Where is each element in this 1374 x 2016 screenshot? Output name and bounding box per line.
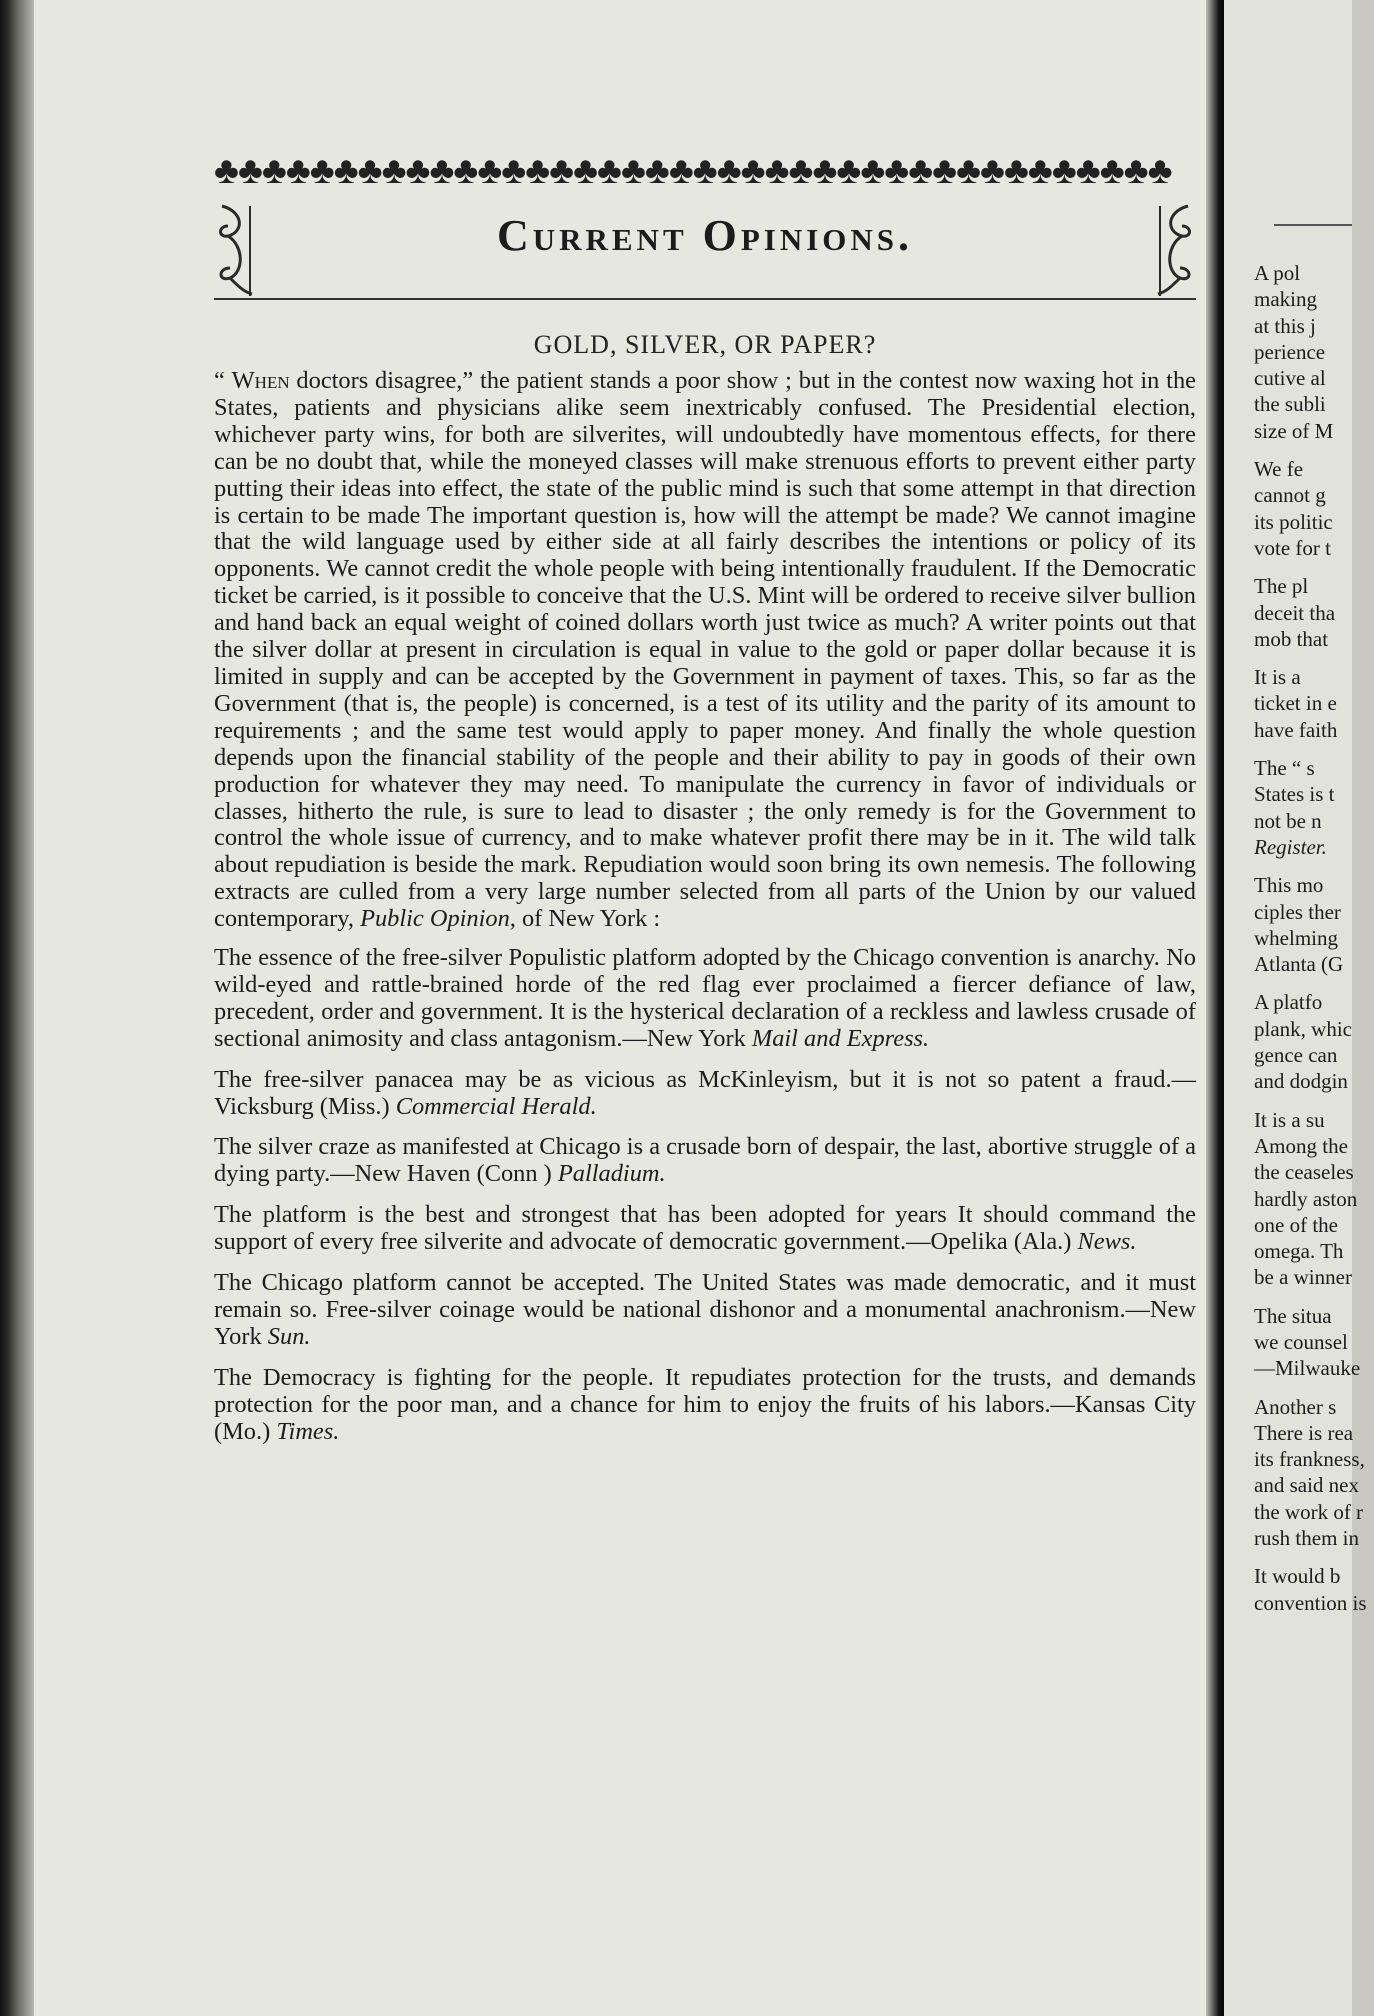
book-binding-edge xyxy=(0,0,34,2016)
decorative-border: ♣♣♣♣♣♣♣♣♣♣♣♣♣♣♣♣♣♣♣♣♣♣♣♣♣♣♣♣♣♣♣♣♣♣♣♣♣♣♣♣ xyxy=(214,150,1172,192)
right-page-line: one of the xyxy=(1254,1212,1338,1237)
right-page-line: at this j xyxy=(1254,313,1316,338)
right-page-line: plank, whic xyxy=(1254,1016,1352,1041)
right-page xyxy=(1224,0,1367,2016)
paragraph-text: of New York : xyxy=(515,905,661,933)
right-page-line: The situa xyxy=(1254,1303,1332,1328)
right-page-line: —Milwauke xyxy=(1254,1356,1361,1381)
extract-text: The silver craze as manifested at Chicago is a crusade born of despair, the last, abortive struggle of a dying party.—New Haven (Conn ) xyxy=(214,1133,1196,1188)
extract-paragraph xyxy=(214,945,1196,1053)
right-page-line: The “ s xyxy=(1254,756,1315,781)
right-page-line: rush them in xyxy=(1254,1526,1359,1551)
right-page-line: size of M xyxy=(1254,418,1334,443)
right-page-line: This mo xyxy=(1254,873,1324,898)
right-page-line: Atlanta (G xyxy=(1254,952,1344,977)
right-page-line: We fe xyxy=(1254,457,1304,482)
extract-paragraph xyxy=(214,1365,1196,1446)
right-page-line: the work of r xyxy=(1254,1499,1364,1524)
section-title: Current Opinions. xyxy=(496,211,914,260)
right-page-line: vote for t xyxy=(1254,535,1331,560)
right-page-line: convention is xyxy=(1254,1590,1367,1615)
right-page-line: It is a xyxy=(1254,665,1301,690)
publication-name: Public Opinion, xyxy=(360,905,516,933)
right-page-line: cannot g xyxy=(1254,483,1326,508)
extract-paragraph xyxy=(214,1202,1196,1256)
extract-text: The essence of the free-silver Populistic platform adopted by the Chicago convention is anarchy. No wild-eyed and rattle-brained horde of the red flag ever proclaimed a fiercer defiance of law, precedent, order and government. It is the hysterical declaration of a reckless and lawless crusade of sectional animosity and class antagonism.—New York xyxy=(214,944,1196,1052)
right-page-line: the subli xyxy=(1254,392,1326,417)
right-page-line: perience xyxy=(1254,339,1326,364)
right-page-line: There is rea xyxy=(1254,1420,1354,1445)
open-quote: “ xyxy=(214,367,232,394)
extract-text: The platform is the best and strongest that has been adopted for years It should command the support of every free silverite and advocate of democratic government.—Opelika (Ala.) xyxy=(214,1201,1196,1256)
right-page-line: we counsel xyxy=(1254,1329,1348,1354)
drop-word: When xyxy=(231,367,290,394)
right-page-line: ticket in e xyxy=(1254,691,1337,716)
right-page-line: have faith xyxy=(1254,717,1338,742)
right-page-line: and dodgin xyxy=(1254,1069,1348,1094)
right-page-line: and said nex xyxy=(1254,1473,1359,1498)
right-page-line: cutive al xyxy=(1254,366,1326,391)
right-page-line: A pol xyxy=(1254,261,1301,285)
paragraph-text: doctors disagree,” the patient stands a poor show ; but in the contest now waxing hot in the States, patients and physicians alike seem inextricably confused. The Presidential election, whichever party wins, for both are silverites, will undoubtedly have momentous effects, for there can be no doubt that, while the moneyed classes will make strenuous efforts to prevent either party putting their ideas into effect, the state of the public mind is such that some attempt in that direction is certain to be made The important question is, how will the attempt be made? We cannot imagine that the wild language used by either side at all fairly describes the intentions or policy of its opponents. We cannot credit the whole people with being intentionally fraudulent. If the Democratic ticket be carried, is it possible to conceive that the U.S. Mint will be ordered to receive silver bullion and hand back an equal weight of coined dollars worth just twice as much? A writer points out that the silver dollar at present in circulation is equal in value to the gold or paper dollar because it is limited in supply and can be accepted by the Government in payment of taxes. This, so far as the Government (that is, the people) is concerned, is a test of its utility and the parity of its amount to requirements ; and the same test would apply to paper money. And finally the whole question depends upon the financial stability of the people and their ability to pay in goods of their own production for whatever they may need. To manipulate the currency in favor of individuals or classes, hitherto the rule, is sure to lead to disaster ; the only remedy is for the Government to control the whole issue of currency, and to make whatever profit there may be in it. The wild talk about repudiation is beside the mark. Repudiation would soon bring its own nemesis. The following extracts are culled from a very large number selected from all parts of the Union by our valued contemporary, xyxy=(214,367,1196,933)
right-page-line: omega. Th xyxy=(1254,1239,1344,1264)
right-page-line: Register. xyxy=(1254,834,1327,859)
extract-text: The Chicago platform cannot be accepted. The United States was made democratic, and it must remain so. Free-silver coinage would be national dishonor and a monumental anachronism.—New York xyxy=(214,1269,1196,1350)
right-page-line: It is a su xyxy=(1254,1107,1325,1132)
extract-source: Palladium. xyxy=(557,1160,666,1188)
extract-source: Times. xyxy=(276,1417,340,1445)
right-page-text xyxy=(1254,260,1374,1616)
right-page-line: ciples ther xyxy=(1254,899,1341,924)
right-page-line: not be n xyxy=(1254,808,1322,833)
scroll-ornament-icon xyxy=(1154,202,1196,298)
right-page-line: be a winner xyxy=(1254,1265,1352,1290)
right-page-line: mob that xyxy=(1254,626,1329,651)
extract-source: Mail and Express. xyxy=(751,1024,930,1052)
right-page-line: deceit tha xyxy=(1254,600,1336,625)
right-page-line: It would b xyxy=(1254,1564,1341,1589)
right-page-rule xyxy=(1274,224,1352,226)
right-page-line: Another s xyxy=(1254,1394,1337,1419)
extract-paragraph xyxy=(214,1134,1196,1188)
article-body xyxy=(214,368,1196,1446)
right-page-line: whelming xyxy=(1254,925,1338,950)
extract-source: Sun. xyxy=(267,1322,311,1350)
right-page-line: its frankness, xyxy=(1254,1447,1365,1472)
right-page-line: the ceaseles xyxy=(1254,1160,1354,1185)
page-gutter xyxy=(1206,0,1224,2016)
right-page-line: gence can xyxy=(1254,1043,1338,1068)
extract-paragraph xyxy=(214,1067,1196,1121)
right-page-line: A platfo xyxy=(1254,990,1323,1015)
extract-paragraph xyxy=(214,1270,1196,1351)
right-page-line: The pl xyxy=(1254,574,1309,599)
extract-text: The Democracy is fighting for the people. It repudiates protection for the trusts, and demands protection for the poor man, and a chance for him to enjoy the fruits of his labors.—Kansas City (Mo.) xyxy=(214,1363,1196,1445)
article-title: GOLD, SILVER, OR PAPER? xyxy=(533,330,877,359)
extract-source: Commercial Herald. xyxy=(395,1092,597,1120)
extract-source: News. xyxy=(1077,1228,1137,1256)
intro-paragraph xyxy=(214,368,1196,933)
right-page-line: making xyxy=(1254,287,1317,312)
right-page-line: its politic xyxy=(1254,509,1333,534)
right-page-line: Among the xyxy=(1254,1133,1348,1158)
right-page-line: hardly aston xyxy=(1254,1186,1358,1211)
right-page-line: States is t xyxy=(1254,782,1335,807)
extract-text: The free-silver panacea may be as vicious as McKinleyism, but it is not so patent a fraud.—Vicksburg (Miss.) xyxy=(214,1065,1196,1120)
section-header xyxy=(214,190,1196,300)
